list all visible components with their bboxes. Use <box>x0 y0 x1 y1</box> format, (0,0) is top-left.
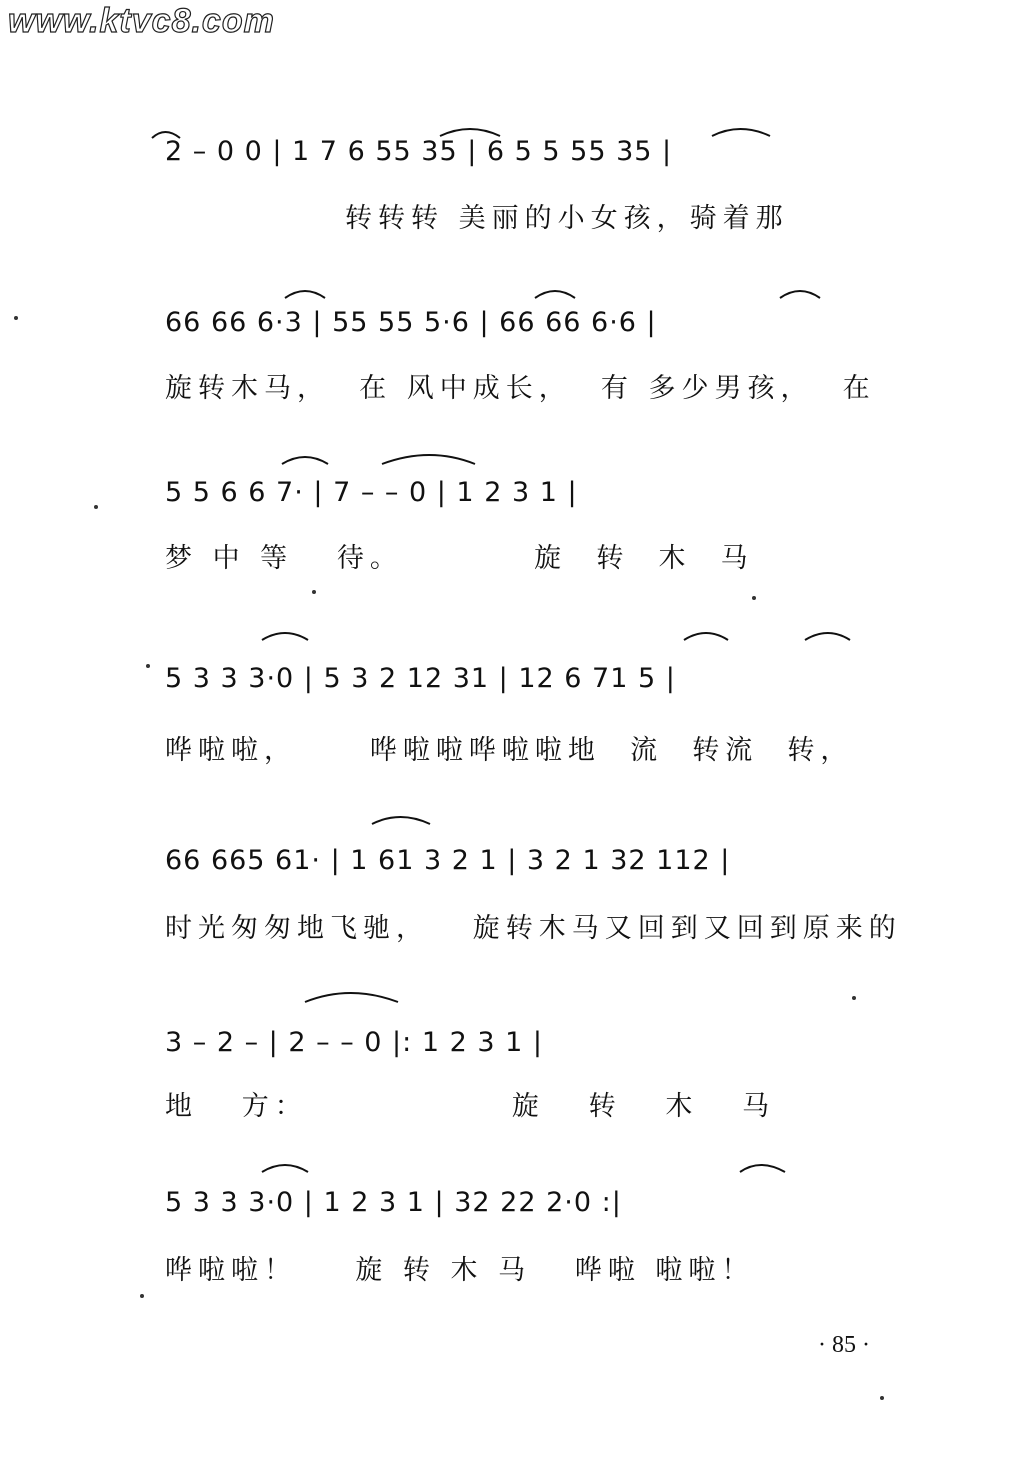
notation-line: 5 3 3 3·0 | 5 3 2 12 31 | 12 6 71 5 | <box>165 662 676 694</box>
scan-speck <box>880 1396 884 1400</box>
notation-line: 3 – 2 – | 2 – – 0 |: 1 2 3 1 | <box>165 1026 543 1058</box>
scan-speck <box>852 996 856 1000</box>
notation-line: 2 – 0 0 | 1 7 6 55 35 | 6 5 5 55 35 | <box>165 135 673 167</box>
lyric-line: 梦 中 等 待。 旋 转 木 马 <box>165 543 754 574</box>
scan-speck <box>312 590 316 594</box>
scan-speck <box>14 316 18 320</box>
scan-speck <box>146 664 150 668</box>
site-watermark: www.ktvc8.com <box>8 2 275 40</box>
lyric-line: 哗啦啦！ 旋 转 木 马 哗啦 啦啦！ <box>165 1255 755 1286</box>
page-number: · 85 · <box>818 1332 870 1358</box>
notation-line: 66 66 6·3 | 55 55 5·6 | 66 66 6·6 | <box>165 306 657 338</box>
lyric-line: 时光匆匆地飞驰， 旋转木马又回到又回到原来的 <box>165 913 902 944</box>
scan-speck <box>140 1294 144 1298</box>
notation-line: 5 5 6 6 7· | 7 – – 0 | 1 2 3 1 | <box>165 476 578 508</box>
notation-line: 5 3 3 3·0 | 1 2 3 1 | 32 22 2·0 :| <box>165 1186 622 1218</box>
notation-line: 66 665 61· | 1 61 3 2 1 | 3 2 1 32 112 | <box>165 844 731 876</box>
lyric-line: 哗啦啦， 哗啦啦哗啦啦地 流 转流 转， <box>165 735 854 766</box>
lyric-line: 转转转 美丽的小女孩，骑着那 <box>345 203 789 234</box>
scan-speck <box>94 505 98 509</box>
scan-speck <box>752 596 756 600</box>
lyric-line: 旋转木马， 在 风中成长， 有 多少男孩， 在 <box>165 373 876 404</box>
lyric-line: 地 方： 旋 转 木 马 <box>165 1091 776 1122</box>
